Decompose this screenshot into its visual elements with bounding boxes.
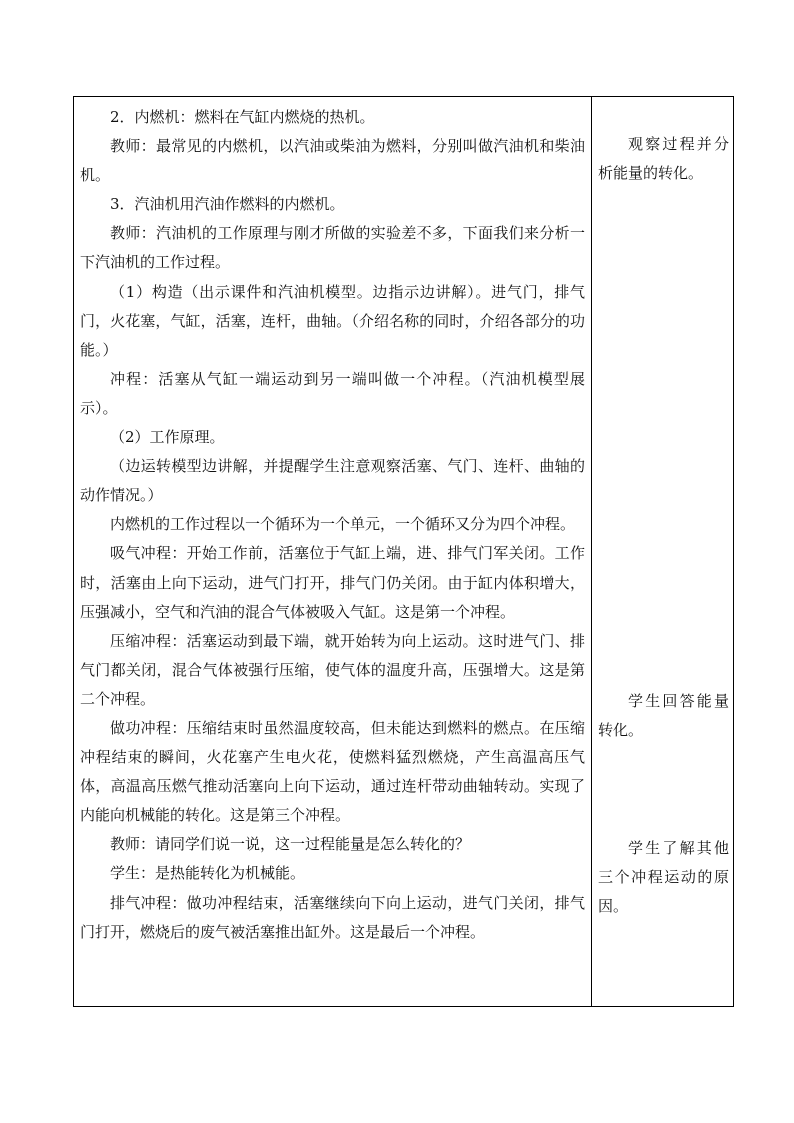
paragraph: 教师：汽油机的工作原理与刚才所做的实验差不多，下面我们来分析一下汽油机的工作过程。 <box>80 224 585 272</box>
teaching-process-cell <box>74 97 592 1006</box>
paragraph: （1）构造（出示课件和汽油机模型。边指示边讲解）。进气门，排气门，火花塞，气缸，活塞，连杆，曲轴。（介绍名称的同时，介绍各部分的功能。） <box>80 282 585 359</box>
side-note: 学生了解其他三个冲程运动的原因。 <box>598 839 729 916</box>
paragraph: 教师：最常见的内燃机，以汽油或柴油为燃料，分别叫做汽油机和柴油机。 <box>80 137 585 185</box>
paragraph: 2．内燃机：燃料在气缸内燃烧的热机。 <box>110 108 375 126</box>
student-activity-cell <box>592 97 733 1006</box>
paragraph: 内燃机的工作过程以一个循环为一个单元，一个循环又分为四个冲程。 <box>110 515 576 534</box>
paragraph: 冲程：活塞从气缸一端运动到另一端叫做一个冲程。（汽油机模型展示）。 <box>80 369 585 417</box>
paragraph: （2）工作原理。 <box>110 428 225 447</box>
paragraph: 3．汽油机用汽油作燃料的内燃机。 <box>110 195 345 214</box>
paragraph: 排气冲程：做功冲程结束，活塞继续向下向上运动，进气门关闭，排气门打开，燃烧后的废气被活塞推出缸外。这是最后一个冲程。 <box>80 893 585 941</box>
paragraph: 压缩冲程：活塞运动到最下端，就开始转为向上运动。这时进气门、排气门都关闭，混合气体被强行压缩，使气体的温度升高，压强增大。这是第二个冲程。 <box>80 631 585 708</box>
paragraph: 教师：请同学们说一说，这一过程能量是怎么转化的？ <box>110 835 471 854</box>
side-note: 观察过程并分析能量的转化。 <box>598 135 729 183</box>
paragraph: 做功冲程：压缩结束时虽然温度较高，但未能达到燃料的燃点。在压缩冲程结束的瞬间，火花塞产生电火花，使燃料猛烈燃烧，产生高温高压气体，高温高压燃气推动活塞向上向下运动，通过连杆带动曲轴转动。实现了内能向机械能的转化。这是第三个冲程。 <box>80 718 585 825</box>
paragraph: （边运转模型边讲解，并提醒学生注意观察活塞、气门、连杆、曲轴的动作情况。） <box>80 457 585 505</box>
side-note: 学生回答能量转化。 <box>598 692 729 740</box>
lesson-table <box>73 96 734 1007</box>
paragraph: 吸气冲程：开始工作前，活塞位于气缸上端，进、排气门军关闭。工作时，活塞由上向下运动，进气门打开，排气门仍关闭。由于缸内体积增大，压强减小，空气和汽油的混合气体被吸入气缸。这是第一个冲程。 <box>80 544 585 621</box>
paragraph: 学生：是热能转化为机械能。 <box>110 864 306 883</box>
